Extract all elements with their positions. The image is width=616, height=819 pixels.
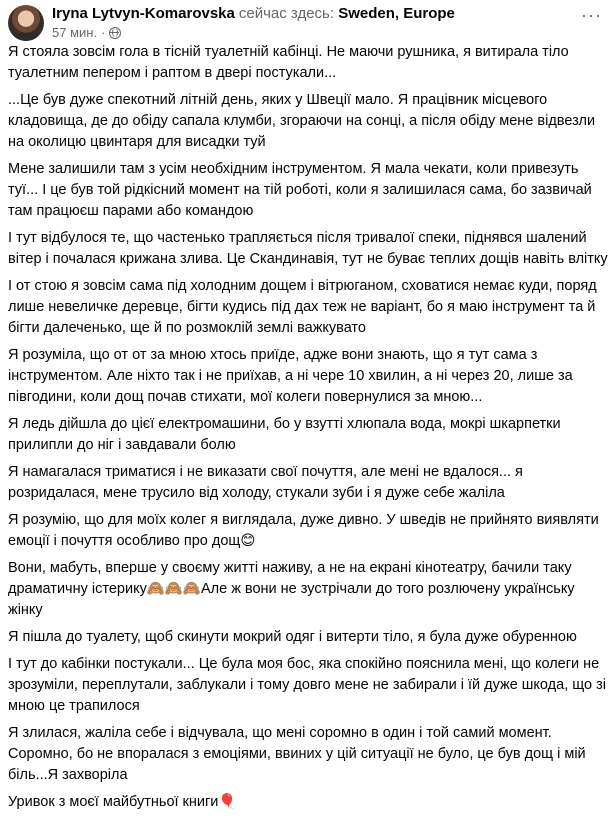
post-body [8,42,608,819]
post-paragraph: І от стою я зовсім сама під холодним дощем і вітрюганом, сховатися немає куди, поряд лише невеличке деревце, бігти кудись під дах теж не варіант, бо я маю інструмент та й бігти далеченько, ще й по розмоклій землі важкувато [8,278,597,336]
author-name[interactable]: Iryna Lytvyn-Komarovska [52,5,235,22]
post-paragraph: Я злилася, жаліла себе і відчувала, що мені соромно в один і той самий момент. Соромно, бо не впоралася з емоціями, ввиних у цій ситуації не було, це був дощ і мій біль...Я захворіла [8,725,586,783]
post-paragraph: Я намагалася триматися і не виказати свої почуття, але мені не вдалося... я розридалася, мене трусило від холоду, стукали зуби і я дуже себе жаліла [8,464,523,501]
globe-icon[interactable] [109,27,121,39]
post-paragraph: Вони, мабуть, вперше у своєму житті наживу, а не на екрані кінотеатру, бачили таку драматичну істерику🙈🙈🙈Але ж вони не зустрічали до того розлючену українську жінку [8,560,575,618]
post-paragraph: Я пішла до туалету, щоб скинути мокрий одяг і витерти тіло, я була дуже обуренною [8,629,577,645]
avatar[interactable] [8,5,44,41]
post-paragraph: Я стояла зовсім гола в тісній туалетній кабінці. Не маючи рушника, я витирала тіло туалетним пепером і раптом в двері постукали... [8,44,569,81]
checkin-status: сейчас здесь: [238,5,335,22]
post-header [8,5,455,45]
post-timestamp[interactable]: 57 мин. [52,25,98,40]
post-paragraph: Я розуміла, що от от за мною хтось приїде, адже вони знають, що я тут сама з інструментом. Але ніхто так і не приїхав, а ні чере 10 хвилин, а ні через 20, лише за півгодини, коли дощ почав стихати, мої колеги повернулися за мною... [8,347,573,405]
post-paragraph: Я розумію, що для моїх колег я виглядала, дуже дивно. У шведів не прийнято виявляти емоції і почуття особливо про дощ😊 [8,512,599,549]
post-paragraph: І тут відбулося те, що частенько трапляється після тривалої спеки, піднявся шалений вітер і почалася крижана злива. Це Скандинавія, тут не буває теплих дощів навіть влітку [8,230,608,267]
post-paragraph: І тут до кабінки постукали... Це була моя бос, яка спокійно пояснила мені, що колеги не зрозуміли, переплутали, заблукали і тому довго мене не забирали і їй дуже шкода, що зі мною це трапилося [8,656,606,714]
meta-separator: · [101,25,106,40]
post-paragraph: ...Це був дуже спекотний літній день, яких у Швеції мало. Я працівник місцевого кладовища, де до обіду сапала клумби, згораючи на сонці, а після обіду мене відвезли на околицю цвинтаря для висадки туй [8,92,596,150]
post-paragraph: Я ледь дійшла до цієї електромашини, бо у взутті хлюпала вода, мокрі шкарпетки прилипли до ніг і завдавали болю [8,416,561,453]
more-horizontal-icon[interactable]: ··· [581,5,602,25]
post-paragraph: Уривок з моєї майбутньої книги🎈 [8,794,237,810]
post-meta [52,5,455,45]
post-paragraph: Мене залишили там з усім необхідним інструментом. Я мала чекати, коли привезуть туї... І це був той рідкісний момент на тій роботі, коли я залишилася сама, бо зазвичай там працюєш парами або командою [8,161,592,219]
location-link[interactable]: Sweden, Europe [338,5,455,22]
